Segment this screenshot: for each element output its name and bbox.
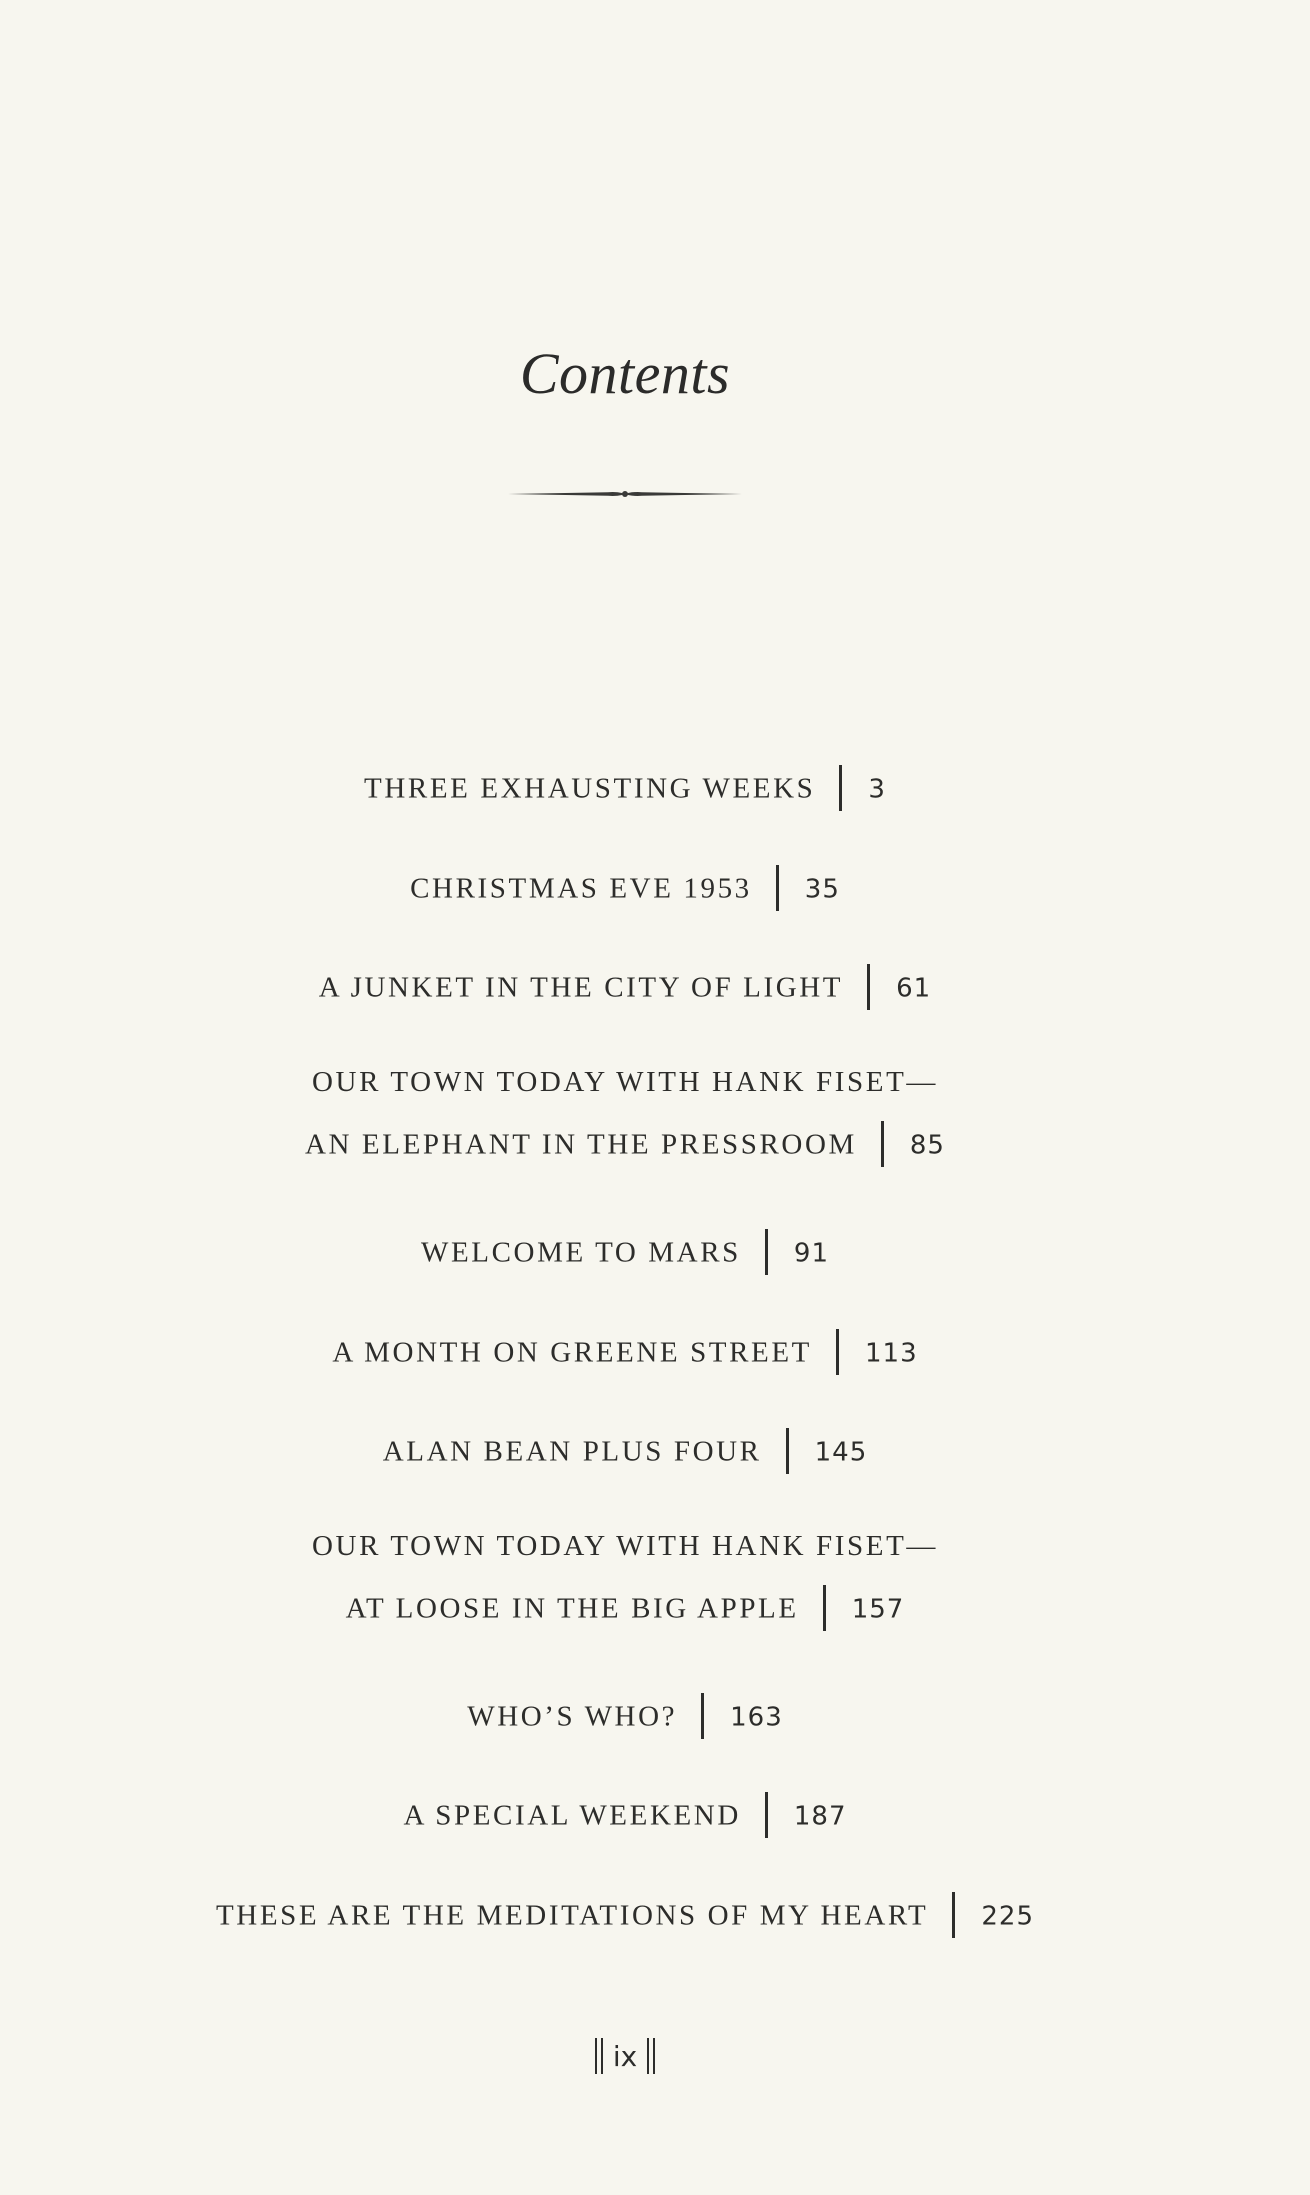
toc-entry[interactable] (0, 868, 1250, 914)
toc-entry[interactable] (0, 1232, 1250, 1278)
toc-entry-page: 163 (730, 1702, 783, 1733)
toc-entry-page: 145 (814, 1437, 868, 1468)
separator-bar (881, 1121, 884, 1167)
toc-entry-title: AN ELEPHANT IN THE PRESSROOM (305, 1128, 857, 1161)
toc-entry-page: 225 (981, 1901, 1035, 1932)
toc-entry-title: A JUNKET IN THE CITY OF LIGHT (318, 971, 844, 1004)
toc-entry-title-line1: OUR TOWN TODAY WITH HANK FISET— (312, 1066, 938, 1098)
toc-entry[interactable] (0, 1696, 1250, 1742)
page-number: ix (612, 2040, 638, 2073)
toc-entry-page: 85 (909, 1130, 945, 1161)
toc-entry-page: 61 (896, 973, 932, 1004)
toc-entry-two-line[interactable] (0, 1066, 1250, 1170)
folio-left-bars (595, 2038, 603, 2074)
page-folio (0, 2040, 1250, 2076)
toc-entry-page: 187 (793, 1801, 847, 1832)
toc-entry-title: THREE EXHAUSTING WEEKS (364, 772, 816, 805)
toc-entry-page: 91 (793, 1238, 829, 1269)
toc-entry-two-line[interactable] (0, 1530, 1250, 1634)
separator-bar (867, 964, 870, 1010)
separator-bar (701, 1693, 704, 1739)
separator-bar (836, 1329, 839, 1375)
separator-bar (765, 1792, 768, 1838)
toc-entry-title-line1: OUR TOWN TODAY WITH HANK FISET— (312, 1530, 938, 1562)
toc-entry-title: THESE ARE THE MEDITATIONS OF MY HEART (215, 1899, 929, 1932)
separator-bar (776, 865, 779, 911)
toc-entry-page: 35 (804, 874, 840, 905)
separator-bar (786, 1428, 789, 1474)
toc-entry-page: 113 (865, 1338, 918, 1369)
toc-entry-page: 157 (851, 1594, 905, 1625)
separator-bar (952, 1892, 955, 1938)
toc-entry[interactable] (0, 768, 1250, 814)
toc-entry[interactable] (0, 1431, 1250, 1477)
toc-entry[interactable] (0, 1332, 1250, 1378)
toc-entry-title: CHRISTMAS EVE 1953 (410, 872, 752, 905)
toc-entry-title: WHO’S WHO? (467, 1700, 678, 1733)
toc-entry-title: A MONTH ON GREENE STREET (332, 1336, 813, 1369)
toc-entry[interactable] (0, 1895, 1250, 1941)
toc-entry-title: A SPECIAL WEEKEND (403, 1799, 741, 1832)
separator-bar (823, 1585, 826, 1631)
toc-entry-title: WELCOME TO MARS (421, 1236, 741, 1269)
folio-right-bars (647, 2038, 655, 2074)
toc-entry[interactable] (0, 1795, 1250, 1841)
toc-entry[interactable] (0, 967, 1250, 1013)
toc-entry-title: ALAN BEAN PLUS FOUR (382, 1435, 762, 1468)
separator-bar (765, 1229, 768, 1275)
title-ornament-rule (508, 486, 742, 502)
page-title: Contents (519, 341, 731, 406)
toc-entry-page: 3 (868, 774, 886, 805)
separator-bar (839, 765, 842, 811)
toc-entry-title: AT LOOSE IN THE BIG APPLE (345, 1592, 799, 1625)
